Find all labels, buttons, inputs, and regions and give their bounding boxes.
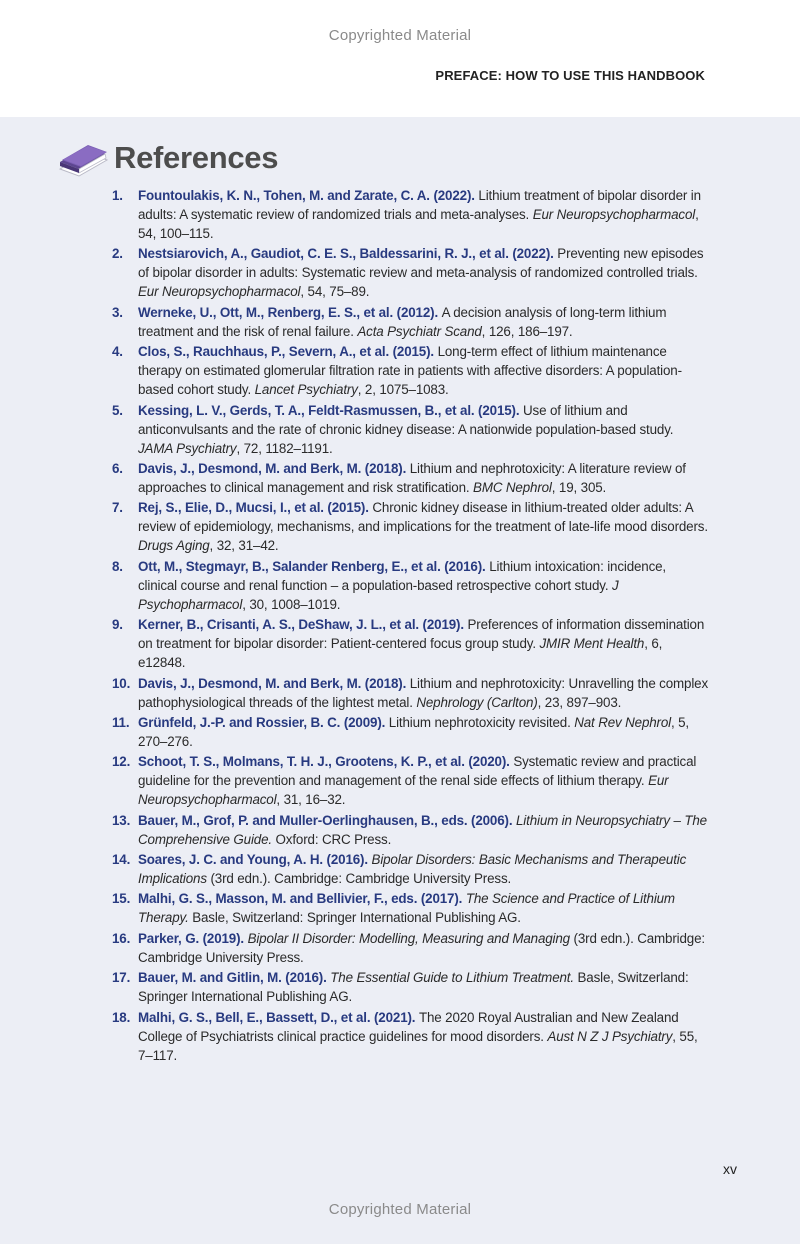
reference-title: Use of lithium and anticonvulsants and the rate of chronic kidney disease: A nationwide population-based study. bbox=[138, 402, 674, 437]
reference-item: 10. Davis, J., Desmond, M. and Berk, M. (2018). Lithium and nephrotoxicity: Unravelling the complex pathophysiological threads of the lightest metal. Nephrology (Carlton), 23, 897–903. bbox=[112, 675, 708, 710]
reference-journal: Nephrology (Carlton) bbox=[416, 694, 538, 710]
reference-item: 6. Davis, J., Desmond, M. and Berk, M. (2018). Lithium and nephrotoxicity: A literature review of approaches to clinical management and risk stratification. BMC Nephrol, 19, 305. bbox=[112, 460, 686, 495]
reference-title: The 2020 Royal Australian and New Zealand College of Psychiatrists clinical practice guidelines for mood disorders. bbox=[138, 1009, 679, 1044]
reference-details: , 31, 16–32. bbox=[276, 792, 346, 808]
reference-number: 4. bbox=[112, 344, 123, 360]
reference-journal: Eur Neuropsychopharmacol bbox=[138, 773, 669, 808]
reference-number: 14. bbox=[112, 852, 131, 868]
reference-title: Lithium treatment of bipolar disorder in adults: A systematic review of randomized trials and meta-analyses. bbox=[138, 188, 701, 222]
reference-number: 7. bbox=[112, 500, 123, 516]
section-title: References bbox=[114, 140, 279, 175]
reference-item: 15. Malhi, G. S., Masson, M. and Bellivier, F., eds. (2017). The Science and Practice of Lithium Therapy. Basle, Switzerland: Springer International Publishing AG. bbox=[112, 891, 675, 926]
reference-authors: Davis, J., Desmond, M. and Berk, M. (2018) bbox=[138, 675, 403, 691]
reference-authors: Schoot, T. S., Molmans, T. H. J., Grootens, K. P., et al. (2020) bbox=[138, 754, 507, 770]
reference-journal: Drugs Aging bbox=[138, 538, 210, 554]
reference-number: 1. bbox=[112, 188, 123, 203]
reference-details: , 54, 100–115. bbox=[138, 207, 699, 241]
reference-item: 16. Parker, G. (2019). Bipolar II Disorder: Modelling, Measuring and Managing (3rd edn.). Cambridge: Cambridge University Press. bbox=[112, 930, 705, 965]
watermark-top: Copyrighted Material bbox=[328, 27, 472, 44]
reference-item: 14. Soares, J. C. and Young, A. H. (2016). Bipolar Disorders: Basic Mechanisms and Therapeutic Implications (3rd edn.). Cambridge: Cambridge University Press. bbox=[112, 852, 687, 887]
running-head: PREFACE: HOW TO USE THIS HANDBOOK bbox=[435, 68, 705, 83]
page-number: xv bbox=[723, 1161, 737, 1177]
reference-number: 8. bbox=[112, 558, 123, 574]
reference-authors: Ott, M., Stegmayr, B., Salander Renberg, E., et al. (2016) bbox=[138, 558, 483, 574]
reference-number: 5. bbox=[112, 402, 123, 418]
reference-item: 18. Malhi, G. S., Bell, E., Bassett, D., et al. (2021). The 2020 Royal Australian and New Zealand College of Psychiatrists clinical practice guidelines for mood disorders. Aust N Z J Psychiatry, 55, 7–117. bbox=[112, 1009, 698, 1063]
reference-details: , 23, 897–903. bbox=[537, 694, 622, 710]
reference-journal: JMIR Ment Health bbox=[539, 636, 645, 652]
reference-item: 13. Bauer, M., Grof, P. and Muller-Oerlinghausen, B., eds. (2006). Lithium in Neuropsychiatry – The Comprehensive Guide. Oxford: CRC Press. bbox=[112, 812, 707, 847]
reference-number: 17. bbox=[112, 970, 131, 986]
reference-journal: Lithium in Neuropsychiatry – The Comprehensive Guide. bbox=[138, 812, 707, 847]
reference-journal: Aust N Z J Psychiatry bbox=[547, 1028, 673, 1044]
reference-journal: Acta Psychiatr Scand bbox=[357, 323, 482, 339]
reference-journal: J Psychopharmacol bbox=[138, 577, 619, 612]
reference-authors: Davis, J., Desmond, M. and Berk, M. (2018) bbox=[138, 460, 403, 476]
reference-authors: Malhi, G. S., Masson, M. and Bellivier, F., eds. (2017) bbox=[138, 891, 459, 907]
reference-title: Lithium and nephrotoxicity: Unravelling the complex pathophysiological threads of the lightest metal. bbox=[138, 675, 708, 710]
reference-list bbox=[110, 186, 708, 1066]
reference-details: , 54, 75–89. bbox=[300, 284, 370, 300]
reference-number: 12. bbox=[112, 754, 131, 770]
reference-number: 15. bbox=[112, 891, 131, 907]
reference-item: 1. Fountoulakis, K. N., Tohen, M. and Zarate, C. A. (2022). Lithium treatment of bipolar disorder in adults: A systematic review of randomized trials and meta-analyses. Eur Neuropsychopharmacol, 54, 100–115. bbox=[112, 188, 701, 241]
reference-details: , 126, 186–197. bbox=[481, 323, 573, 339]
reference-authors: Werneke, U., Ott, M., Renberg, E. S., et al. (2012) bbox=[138, 304, 435, 320]
reference-journal: BMC Nephrol bbox=[473, 479, 552, 495]
reference-details: (3rd edn.). Cambridge: Cambridge University Press. bbox=[138, 930, 705, 965]
section-heading bbox=[57, 138, 278, 178]
reference-item: 4. Clos, S., Rauchhaus, P., Severn, A., et al. (2015). Long-term effect of lithium maintenance therapy on estimated glomerular filtration rate in patients with affective disorders: A population-based cohort study. Lancet Psychiatry, 2, 1075–1083. bbox=[112, 344, 682, 398]
reference-journal: The Science and Practice of Lithium Therapy. bbox=[138, 891, 675, 926]
reference-authors: Parker, G. (2019) bbox=[138, 930, 241, 946]
reference-journal: The Essential Guide to Lithium Treatment. bbox=[330, 970, 574, 986]
reference-details: Basle, Switzerland: Springer International Publishing AG. bbox=[138, 970, 689, 1005]
reference-details: , 19, 305. bbox=[551, 479, 607, 495]
reference-item: 7. Rej, S., Elie, D., Mucsi, I., et al. (2015). Chronic kidney disease in lithium-treated older adults: A review of epidemiology, mechanisms, and implications for the treatment of late-life mood disorders. Drugs Aging, 32, 31–42. bbox=[112, 500, 708, 554]
reference-number: 13. bbox=[112, 812, 131, 828]
reference-authors: Nestsiarovich, A., Gaudiot, C. E. S., Baldessarini, R. J., et al. (2022) bbox=[138, 246, 551, 262]
reference-item: 17. Bauer, M. and Gitlin, M. (2016). The Essential Guide to Lithium Treatment. Basle, Switzerland: Springer International Publishing AG. bbox=[112, 970, 689, 1005]
reference-number: 2. bbox=[112, 246, 123, 262]
reference-number: 16. bbox=[112, 930, 131, 946]
reference-journal: Bipolar Disorders: Basic Mechanisms and Therapeutic Implications bbox=[138, 852, 687, 887]
reference-title: Preventing new episodes of bipolar disorder in adults: Systematic review and meta-analysis of randomized controlled trials. bbox=[138, 246, 704, 281]
reference-details: , 32, 31–42. bbox=[209, 538, 279, 554]
reference-details: (3rd edn.). Cambridge: Cambridge University Press. bbox=[206, 871, 512, 887]
reference-journal: Eur Neuropsychopharmacol bbox=[532, 207, 696, 222]
reference-title: A decision analysis of long-term lithium treatment and the risk of renal failure. bbox=[138, 304, 667, 339]
reference-journal: Eur Neuropsychopharmacol bbox=[138, 284, 301, 300]
reference-title: Preferences of information dissemination on treatment for bipolar disorder: Patient-centered focus group study. bbox=[138, 617, 705, 652]
reference-details: Basle, Switzerland: Springer International Publishing AG. bbox=[188, 910, 521, 926]
reference-authors: Kerner, B., Crisanti, A. S., DeShaw, J. L., et al. (2019) bbox=[138, 617, 461, 633]
reference-details: , 30, 1008–1019. bbox=[242, 596, 341, 612]
reference-title: Lithium intoxication: incidence, clinical course and renal function – a population-based retrospective cohort study. bbox=[138, 558, 667, 593]
reference-details: , 2, 1075–1083. bbox=[357, 382, 449, 398]
reference-item: 2. Nestsiarovich, A., Gaudiot, C. E. S., Baldessarini, R. J., et al. (2022). Preventing new episodes of bipolar disorder in adults: Systematic review and meta-analysis of randomized controlled trials. Eur Neuropsychopharmacol, 54, 75–89. bbox=[112, 246, 704, 300]
reference-details: , 72, 1182–1191. bbox=[236, 440, 333, 456]
reference-number: 10. bbox=[112, 675, 131, 691]
reference-authors: Soares, J. C. and Young, A. H. (2016) bbox=[138, 852, 365, 868]
reference-number: 6. bbox=[112, 460, 123, 476]
reference-details: , 5, 270–276. bbox=[138, 714, 689, 749]
reference-authors: Fountoulakis, K. N., Tohen, M. and Zarate, C. A. (2022) bbox=[138, 188, 472, 203]
reference-item: 5. Kessing, L. V., Gerds, T. A., Feldt-Rasmussen, B., et al. (2015). Use of lithium and anticonvulsants and the rate of chronic kidney disease: A nationwide population-based study. JAMA Psychiatry, 72, 1182–1191. bbox=[112, 402, 674, 456]
reference-details: , 55, 7–117. bbox=[138, 1028, 698, 1063]
reference-details: , 6, e12848. bbox=[138, 636, 663, 671]
reference-item: 9. Kerner, B., Crisanti, A. S., DeShaw, J. L., et al. (2019). Preferences of information dissemination on treatment for bipolar disorder: Patient-centered focus group study. JMIR Ment Health, 6, e12848. bbox=[112, 617, 705, 671]
reference-title: Systematic review and practical guideline for the prevention and management of the renal side effects of lithium therapy. bbox=[138, 754, 697, 789]
reference-title: Long-term effect of lithium maintenance therapy on estimated glomerular filtration rate in patients with affective disorders: A population-based cohort study. bbox=[138, 344, 682, 398]
reference-number: 11. bbox=[112, 714, 130, 730]
reference-authors: Grünfeld, J.-P. and Rossier, B. C. (2009) bbox=[138, 714, 382, 730]
reference-details: Oxford: CRC Press. bbox=[271, 831, 392, 847]
reference-item: 11. Grünfeld, J.-P. and Rossier, B. C. (2009). Lithium nephrotoxicity revisited. Nat Rev Nephrol, 5, 270–276. bbox=[112, 714, 689, 749]
reference-item: 12. Schoot, T. S., Molmans, T. H. J., Grootens, K. P., et al. (2020). Systematic review and practical guideline for the prevention and management of the renal side effects of lithium therapy. Eur Neuropsychopharmacol, 31, 16–32. bbox=[112, 754, 697, 808]
reference-number: 9. bbox=[112, 617, 123, 633]
reference-number: 18. bbox=[112, 1009, 131, 1025]
reference-journal: JAMA Psychiatry bbox=[138, 440, 237, 456]
reference-authors: Bauer, M. and Gitlin, M. (2016) bbox=[138, 970, 324, 986]
reference-authors: Bauer, M., Grof, P. and Muller-Oerlinghausen, B., eds. (2006) bbox=[138, 812, 509, 828]
reference-journal: Lancet Psychiatry bbox=[254, 382, 358, 398]
reference-item: 8. Ott, M., Stegmayr, B., Salander Renberg, E., et al. (2016). Lithium intoxication: incidence, clinical course and renal function – a population-based retrospective cohort study. J Psychopharmacol, 30, 1008–1019. bbox=[112, 558, 667, 612]
reference-title: Lithium and nephrotoxicity: A literature review of approaches to clinical management and risk stratification. bbox=[138, 460, 686, 495]
reference-item: 3. Werneke, U., Ott, M., Renberg, E. S., et al. (2012). A decision analysis of long-term lithium treatment and the risk of renal failure. Acta Psychiatr Scand, 126, 186–197. bbox=[112, 304, 667, 339]
book-icon bbox=[57, 138, 109, 178]
reference-authors: Malhi, G. S., Bell, E., Bassett, D., et al. (2021) bbox=[138, 1009, 412, 1025]
reference-title: Lithium nephrotoxicity revisited. bbox=[388, 714, 571, 730]
reference-authors: Clos, S., Rauchhaus, P., Severn, A., et al. (2015) bbox=[138, 344, 431, 360]
reference-journal: Nat Rev Nephrol bbox=[574, 714, 671, 730]
reference-number: 3. bbox=[112, 304, 123, 320]
reference-journal: Bipolar II Disorder: Modelling, Measuring and Managing bbox=[247, 930, 570, 946]
reference-title: Chronic kidney disease in lithium-treated older adults: A review of epidemiology, mechanisms, and implications for the treatment of late-life mood disorders. bbox=[138, 500, 708, 535]
reference-authors: Kessing, L. V., Gerds, T. A., Feldt-Rasmussen, B., et al. (2015) bbox=[138, 402, 516, 418]
watermark-bottom: Copyrighted Material bbox=[328, 1201, 472, 1218]
reference-authors: Rej, S., Elie, D., Mucsi, I., et al. (2015) bbox=[138, 500, 366, 516]
